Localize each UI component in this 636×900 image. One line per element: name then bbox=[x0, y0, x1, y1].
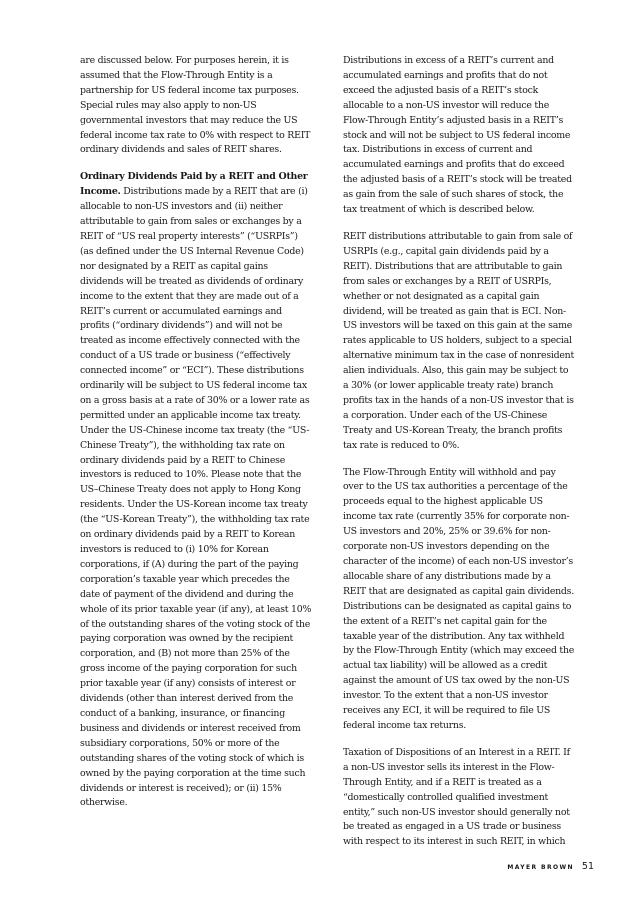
paragraph-intro: are discussed below. For purposes herein, it is assumed that the Flow-Through Entity is a partnership for US federal income tax purposes. Special rules may also apply to non-US governmental investors that may reduce the US federal income tax rate to 0% with respect to REIT ordinary dividends and sales of REIT shares. bbox=[80, 55, 311, 156]
brand-name: MAYER BROWN bbox=[507, 864, 574, 871]
section-heading-ordinary-dividends: Ordinary Dividends Paid by a REIT and Other Income. bbox=[80, 171, 308, 198]
paragraph-dispositions: Taxation of Dispositions of an Interest in a REIT. If a non-US investor sells its interest in the Flow-Through Entity, and if a REIT is treated as a “domestically controlled qualified investment entity,” such non-US investor should generally not be treated as engaged in a US trade or business with respect to its interest in such REIT, in which bbox=[343, 746, 570, 848]
left-column bbox=[80, 54, 312, 823]
paragraph-ordinary-dividends-body: Distributions made by a REIT that are (i) allocable to non-US investors and (ii) neither attributable to gain from sales or exchanges by a REIT of “US real property interests” (“USRPIs”) (as defined under the US Internal Revenue Code) nor designated by a REIT as capital gains dividends will be treated as dividends of ordinary income to the extent that they are made out of a REIT’s current or accumulated earnings and profits (“ordinary dividends”) and will not be treated as income effectively connected with the conduct of a US trade or business (“effectively connected income” or “ECI”). These distributions ordinarily will be subject to US federal income tax on a gross basis at a rate of 30% or a lower rate as permitted under an applicable income tax treaty. Under the US-Chinese income tax treaty (the “US-Chinese Treaty”), the withholding tax rate on ordinary dividends paid by a REIT to Chinese investors is reduced to 10%. Please note that the US–Chinese Treaty does not apply to Hong Kong residents. Under the US-Korean income tax treaty (the “US-Korean Treaty”), the withholding tax rate on ordinary dividends paid by a REIT to Korean investors is reduced to (i) 10% for Korean corporations, if (A) during the part of the paying corporation’s taxable year which precedes the date of payment of the dividend and during the whole of its prior taxable year (if any), at least 10% of the outstanding shares of the voting stock of the paying corporation was owned by the recipient corporation, and (B) not more than 25% of the gross income of the paying corporation for such prior taxable year (if any) consists of interest or dividends (other than interest derived from the conduct of a banking, insurance, or financing business and dividends or interest received from subsidiary corporations, 50% or more of the outstanding shares of the voting stock of which is owned by the paying corporation at the time such dividends or interest is received); or (ii) 15% otherwise. bbox=[80, 186, 312, 809]
paragraph-excess-distributions: Distributions in excess of a REIT’s current and accumulated earnings and profits that do not exceed the adjusted basis of a REIT’s stock allocable to a non-US investor will reduce the Flow-Through Entity’s adjusted basis in a REIT’s stock and will not be subject to US federal income tax. Distributions in excess of current and accumulated earnings and profits that do exceed the adjusted basis of a REIT’s stock will be treated as gain from the sale of such shares of stock, the tax treatment of which is described below. bbox=[343, 55, 572, 216]
right-column bbox=[343, 54, 575, 862]
paragraph-ordinary-dividends bbox=[80, 170, 312, 811]
paragraph-withholding: The Flow-Through Entity will withhold and pay over to the US tax authorities a percentage of the proceeds equal to the highest applicable US income tax rate (currently 35% for corporate non-US investors and 20%, 25% or 39.6% for non-corporate non-US investors depending on the character of the income) of each non-US investor’s allocable share of any distributions made by a REIT that are designated as capital gain dividends. Distributions can be designated as capital gains to the extent of a REIT’s net capital gain for the taxable year of the distribution. Any tax withheld by the Flow-Through Entity (which may exceed the actual tax liability) will be allowed as a credit against the amount of US tax owed by the non-US investor. To the extent that a non-US investor receives any ECI, it will be required to file US federal income tax returns. bbox=[343, 466, 575, 731]
page-number: 51 bbox=[581, 861, 594, 872]
paragraph-usrpi-gain: REIT distributions attributable to gain from sale of USRPIs (e.g., capital gain dividends paid by a REIT). Distributions that are attributable to gain from sales or exchanges by a REIT of USRPIs, whether or not designated as a capital gain dividend, will be treated as gain that is ECI. Non-US investors will be taxed on this gain at the same rates applicable to US holders, subject to a special alternative minimum tax in the case of nonresident alien individuals. Also, this gain may be subject to a 30% (or lower applicable treaty rate) branch profits tax in the hands of a non-US investor that is a corporation. Under each of the US-Chinese Treaty and US-Korean Treaty, the branch profits tax rate is reduced to 0%. bbox=[343, 230, 574, 451]
page-footer bbox=[507, 861, 594, 872]
